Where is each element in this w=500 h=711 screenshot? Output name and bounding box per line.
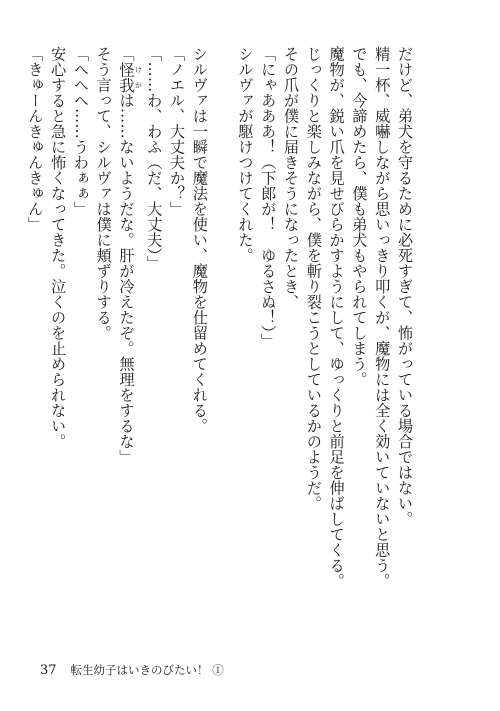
dialogue-line: 「へへへ……うわぁぁ」 bbox=[71, 46, 90, 217]
book-title: 転生幼子はいきのびたい！ ① bbox=[70, 663, 224, 677]
quote-rest: は……ないようだな。肝が冷えたぞ。無理をするな」 bbox=[117, 92, 136, 465]
ruby-word bbox=[117, 61, 143, 93]
dialogue-line: 「にゃあああ！（下郎が！ ゆるさぬ！）」 bbox=[259, 46, 278, 349]
text-line: でも、今諦めたら、僕も弟犬もやられてしまう。 bbox=[350, 46, 369, 387]
dialogue-line: 「きゅーんきゅんきゅん」 bbox=[26, 46, 45, 232]
dialogue-line: 「……わ、わふ（だ、大丈夫）」 bbox=[145, 46, 164, 271]
text-line: シルヴァが駆けつけてくれた。 bbox=[236, 46, 255, 263]
text-line: 精一杯、威嚇しながら思いっきり叩くが、魔物には全く効いていないと思う。 bbox=[373, 46, 392, 589]
text-line: シルヴァは一瞬で魔法を使い、魔物を仕留めてくれる。 bbox=[190, 46, 209, 434]
page-number: 37 bbox=[40, 663, 57, 678]
dialogue-line-with-ruby bbox=[115, 46, 143, 606]
page-footer bbox=[40, 662, 224, 678]
ruby-base: 怪我 bbox=[117, 61, 136, 93]
scene-break bbox=[211, 46, 234, 606]
text-line: だけど、弟犬を守るために必死すぎて、怖がっている場合ではない。 bbox=[396, 46, 414, 527]
dialogue-line: 「ノエル、大丈夫か？」 bbox=[168, 46, 187, 217]
text-line: そう言って、シルヴァは僕に頬ずりする。 bbox=[94, 46, 113, 341]
text-line: じっくりと楽しみながら、僕を斬り裂こうとしているかのようだ。 bbox=[304, 46, 323, 511]
ruby-reading: けが bbox=[134, 61, 143, 93]
quote-open: 「 bbox=[117, 46, 136, 62]
text-line: その爪が僕に届きそうになったとき、 bbox=[282, 46, 301, 310]
text-line: 安心すると急に怖くなってきた。泣くのを止められない。 bbox=[49, 46, 68, 449]
vertical-text-body bbox=[23, 46, 416, 606]
text-line: 魔物が、鋭い爪を見せびらかすようにして、ゆっくりと前足を伸ばしてくる。 bbox=[327, 46, 346, 589]
